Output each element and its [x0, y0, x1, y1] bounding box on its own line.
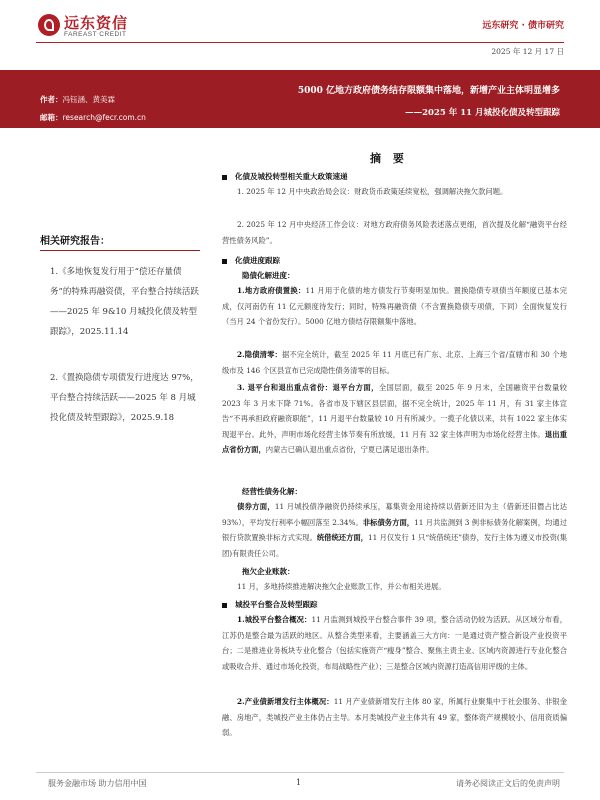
- report-title: 5000 亿地方政府债务结存限额集中落地，新增产业主体明显增多: [297, 86, 560, 96]
- author-names: 冯钰涵、黄美霖: [62, 95, 115, 104]
- paragraph: 3. 退平台和退出重点省份：退平台方面，全国层面，截至 2025 年 9 月末，全国融资平台数量较 2023 年 3 月末下降 71%。各省市及下辖区县层面，据不完全统计，2025 年 11 月，有 31 家主体宣告“不再承担政府融资职能”，11 月退平台数量较 10 月有所减少。一揽子化债以来，共有 1022 家主体实现退平台。此外，声明市场化经营主体节奏有所放缓，11 月有 32 家主体声明为市场化经营主体。退出重点省份方面，内蒙古已确认退出重点省份，宁夏已满足退出条件。: [222, 383, 568, 454]
- author-label: 作者：: [40, 95, 63, 104]
- disclaimer-notice: 请务必阅读正文后的免责声明: [456, 779, 560, 788]
- summary-title: 摘 要: [370, 152, 408, 165]
- related-report-2[interactable]: 2.《置换隐债专项债发行进度达 97%，平台整合持续活跃——2025 年 8 月城投化债及转型跟踪》，2025.9.18: [50, 373, 199, 423]
- report-category: 远东研究 · 债市研究: [482, 21, 564, 31]
- section-heading: 化债进度跟踪: [222, 255, 567, 266]
- paragraph: 1. 2025 年 12 月中央政治局会议：财政货币政策延续宽松，强调解决拖欠款问题。: [237, 187, 508, 196]
- related-reports-title: 相关研究报告：: [40, 236, 110, 247]
- paragraph: 1.地方政府债置换：11 月用于化债的地方债发行节奏明显加快。置换隐债专项债当年额度已基本完成，仅河南仍有 11 亿元额度待发行；同时，特殊再融资债（不含置换隐债专项债，下同）全面恢复发行（当月 24 个省份发行）。5000 亿地方债结存限额集中落地。: [222, 286, 567, 326]
- footer-slogan: 服务金融市场 助力信用中国: [48, 779, 147, 788]
- paragraph: 2. 2025 年 12 月中央经济工作会议：对地方政府债务风险表述落点更细，首次提及化解“融资平台经营性债务风险”。: [222, 220, 567, 245]
- sub-heading: 隐债化解进度：: [242, 271, 295, 280]
- authors: [40, 94, 115, 105]
- footer-divider: [36, 772, 564, 773]
- paragraph: 2.产业债新增发行主体概况：11 月产业债新增发行主体 80 家，所属行业聚集中于社会服务、非银金融、房地产，类城投产业主体仍占主导。本月类城投产业主体共有 49 家，整体资产规模较小、信用资质偏弱。: [222, 697, 567, 737]
- report-subtitle: ——2025 年 11 月城投化债及转型跟踪: [405, 108, 560, 118]
- email: [40, 112, 146, 123]
- report-date: 2025 年 12 月 17 日: [491, 47, 564, 56]
- related-report-1[interactable]: 1.《多地恢复发行用于“偿还存量债务”的特殊再融资债，平台整合持续活跃——2025 年 9&10 月城投化债及转型跟踪》，2025.11.14: [50, 267, 199, 337]
- section-heading: 城投平台整合及转型跟踪: [222, 599, 567, 610]
- logo-english: FAREAST CREDIT: [64, 31, 127, 38]
- logo-icon: [38, 14, 60, 36]
- paragraph: 11 月，多地持续推进解决拖欠企业账款工作，并公布相关进展。: [237, 582, 446, 591]
- page-number: 1: [296, 778, 302, 787]
- email-label: 邮箱：: [40, 113, 63, 122]
- paragraph: 1.城投平台整合概况：11 月监测到城投平台整合事件 39 项，整合活动仍较为活跃。从区域分布看，江苏仍是整合最为活跃的地区。从整合类型来看，主要涵盖三大方向：一是通过资产整合新设产业投资平台；二是推进业务板块专业化整合（包括实施资产“瘦身”整合、聚焦主责主业、区域内资源进行专业化整合或吸收合并、通过市场化投资，布局战略性产业）；三是整合区域内资源打造高信用评级的主体。: [222, 615, 567, 671]
- paragraph: 债券方面，11 月城投债净融资仍持续承压，募集资金用途持续以借新还旧为主（借新还旧僭占比达 93%），平均发行利率小幅回落至 2.34%。非标债务方面，11 月共监测到 3 例非标债务化解案例，均通过银行贷款置换非标方式实现。统借统还方面，11 月仅发行 1 只“统借统还”债券，发行主体为遵义市投资(集团)有限责任公司。: [222, 502, 568, 558]
- section-heading: 化债及城投转型相关重大政策速递: [222, 171, 567, 182]
- sidebar-divider: [40, 250, 200, 251]
- paragraph: 2.隐债清零：据不完全统计，截至 2025 年 11 月底已有广东、北京、上海三个省/直辖市和 30 个地级市及 146 个区县宣布已完成隐性债务清零的目标。: [222, 350, 567, 375]
- sub-heading: 经营性债务化解：: [242, 487, 302, 496]
- logo-name: 远东资信: [64, 14, 129, 32]
- email-address[interactable]: research@fecr.com.cn: [62, 113, 146, 122]
- sub-heading: 拖欠企业账款：: [242, 567, 295, 576]
- header-divider: [36, 42, 564, 43]
